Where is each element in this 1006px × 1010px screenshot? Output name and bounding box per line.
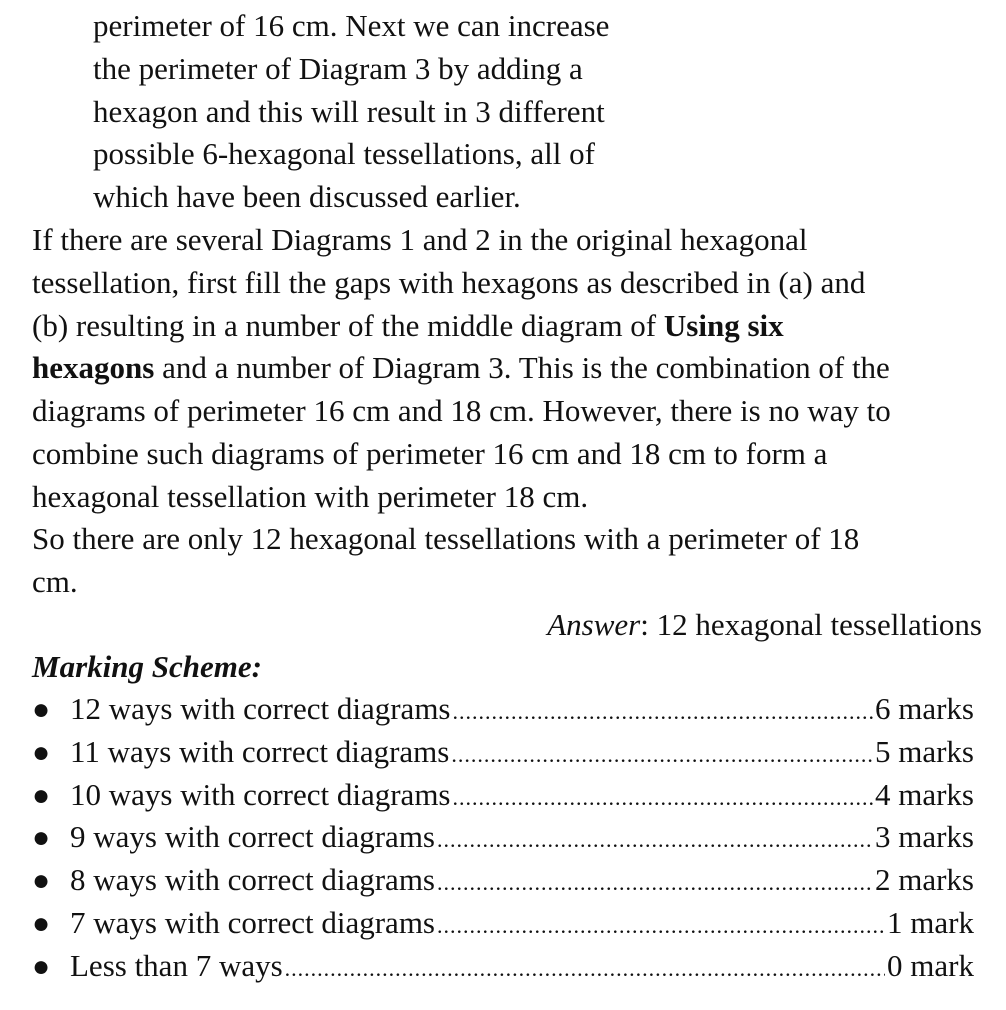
answer-text: : 12 hexagonal tessellations	[640, 607, 982, 642]
list-item	[32, 859, 974, 902]
text-line: If there are several Diagrams 1 and 2 in the original hexagonal	[32, 222, 808, 257]
scheme-criterion: Less than 7 ways	[70, 947, 283, 983]
indented-continuation	[93, 5, 713, 219]
scheme-marks: 5 marks	[874, 733, 974, 769]
scheme-criterion: 12 ways with correct diagrams	[70, 691, 451, 726]
text-line: hexagon and this will result in 3 different	[93, 93, 605, 129]
text-line: perimeter of 16 cm. Next we can increase	[93, 8, 610, 43]
scheme-marks: 2 marks	[874, 862, 974, 898]
text-line: So there are only 12 hexagonal tessellations with a perimeter of 18	[32, 521, 860, 556]
dot-leader	[451, 734, 873, 777]
dot-leader	[453, 691, 873, 734]
scheme-criterion: 10 ways with correct diagrams	[70, 776, 451, 812]
scheme-criterion: 8 ways with correct diagrams	[70, 862, 435, 898]
dot-leader	[437, 819, 873, 862]
list-item	[32, 731, 974, 774]
text-line: cm.	[32, 563, 78, 599]
dot-leader	[285, 948, 885, 991]
text-run: and a number of Diagram 3. This is the combination of the	[154, 350, 890, 386]
text-line: possible 6-hexagonal tessellations, all of	[93, 136, 595, 172]
marking-scheme-list	[32, 688, 974, 988]
scheme-marks: 6 marks	[874, 691, 974, 726]
list-item	[32, 945, 974, 988]
paragraph-combination	[32, 219, 992, 519]
text-line	[32, 347, 992, 390]
list-item	[32, 902, 974, 945]
scheme-criterion: 9 ways with correct diagrams	[70, 819, 435, 855]
list-item	[32, 688, 974, 731]
dot-leader	[437, 862, 873, 905]
bold-reference: hexagons	[32, 350, 155, 386]
text-line: the perimeter of Diagram 3 by adding a	[93, 50, 583, 86]
answer-label: Answer	[547, 607, 641, 642]
scheme-marks: 1 mark	[887, 904, 974, 940]
text-line: hexagonal tessellation with perimeter 18 cm.	[32, 478, 589, 514]
bullet-icon: ●	[32, 949, 51, 983]
text-line: which have been discussed earlier.	[93, 179, 521, 215]
text-line: diagrams of perimeter 16 cm and 18 cm. However, there is no way to	[32, 393, 891, 429]
bullet-icon: ●	[32, 693, 51, 726]
dot-leader	[453, 777, 873, 820]
list-item	[32, 816, 974, 859]
bullet-icon: ●	[32, 906, 51, 940]
bullet-icon: ●	[32, 778, 51, 812]
bullet-icon: ●	[32, 821, 51, 855]
answer-line	[547, 604, 982, 647]
text-run: (b) resulting in a number of the middle diagram of	[32, 307, 664, 343]
scheme-marks: 0 mark	[887, 947, 974, 983]
text-line: tessellation, first fill the gaps with hexagons as described in (a) and	[32, 264, 866, 300]
dot-leader	[437, 905, 885, 948]
scheme-marks: 3 marks	[874, 819, 974, 855]
scheme-criterion: 11 ways with correct diagrams	[70, 733, 450, 769]
scheme-marks: 4 marks	[874, 776, 974, 812]
bold-reference: Using six	[663, 307, 784, 343]
marking-scheme-title: Marking Scheme:	[32, 649, 262, 684]
paragraph-conclusion	[32, 518, 992, 604]
text-line: combine such diagrams of perimeter 16 cm and 18 cm to form a	[32, 435, 828, 471]
scheme-criterion: 7 ways with correct diagrams	[70, 904, 435, 940]
text-line	[32, 305, 992, 348]
bullet-icon: ●	[32, 735, 51, 769]
bullet-icon: ●	[32, 864, 51, 898]
list-item	[32, 774, 974, 817]
